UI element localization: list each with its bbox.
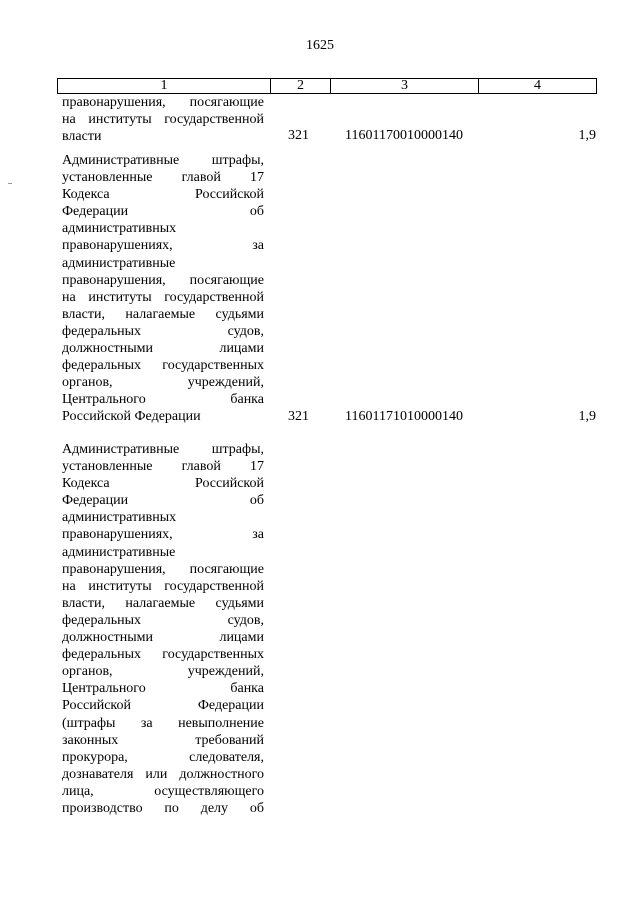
description-line: на институты государственной: [62, 289, 264, 305]
row-description: [62, 441, 264, 817]
description-line: Административные штрафы,: [62, 442, 264, 457]
description-line: федеральных судов,: [62, 323, 264, 339]
description-line: органов, учреждений,: [62, 664, 264, 680]
description-line: Федерации об: [62, 493, 264, 509]
description-line: Кодекса Российской: [62, 187, 264, 203]
description-line: установленные главой 17: [62, 459, 264, 475]
description-line: федеральных судов,: [62, 612, 264, 628]
description-line: административных: [62, 510, 177, 526]
row-kbk: 11601171010000140: [345, 408, 463, 424]
description-line: правонарушениях, за: [62, 238, 264, 254]
row-value: 1,9: [578, 128, 596, 144]
description-line: правонарушения, посягающие: [62, 272, 264, 288]
description-line: органов, учреждений,: [62, 375, 264, 391]
description-line: федеральных государственных: [62, 647, 264, 663]
row-code: 321: [288, 408, 309, 424]
description-line: правонарушениях, за: [62, 527, 264, 543]
description-line: власти, налагаемые судьями: [62, 306, 264, 322]
description-line: Кодекса Российской: [62, 476, 264, 492]
description-line: Административные штрафы,: [62, 153, 264, 168]
description-line: прокурора, следователя,: [62, 749, 264, 765]
description-line: Российской Федерации: [62, 409, 201, 425]
header-col-3: 3: [330, 79, 478, 93]
description-line: установленные главой 17: [62, 170, 264, 186]
description-line: федеральных государственных: [62, 358, 264, 374]
description-line: правонарушения, посягающие: [62, 561, 264, 577]
description-line: законных требований: [62, 732, 264, 748]
description-line: административные: [62, 544, 176, 560]
row-description: [62, 94, 264, 145]
description-line: должностными лицами: [62, 630, 264, 646]
description-line: Центрального банка: [62, 392, 264, 408]
description-line: лица, осуществляющего: [62, 783, 264, 799]
description-line: на институты государственной: [62, 112, 264, 128]
margin-mark: [8, 183, 12, 184]
row-code: 321: [288, 128, 309, 144]
table-header: [57, 78, 597, 94]
page-number: 1625: [306, 38, 334, 53]
description-line: правонарушения, посягающие: [62, 95, 264, 110]
description-line: Центрального банка: [62, 681, 264, 697]
description-line: административных: [62, 221, 177, 237]
row-kbk: 11601170010000140: [345, 128, 463, 144]
header-col-2: 2: [270, 79, 330, 93]
description-line: (штрафы за невыполнение: [62, 715, 264, 731]
description-line: власти: [62, 129, 102, 145]
description-line: власти, налагаемые судьями: [62, 595, 264, 611]
description-line: производство по делу об: [62, 800, 264, 816]
description-line: Федерации об: [62, 204, 264, 220]
row-description: [62, 152, 264, 426]
description-line: административные: [62, 255, 176, 271]
header-col-1: 1: [160, 78, 168, 93]
description-line: на институты государственной: [62, 578, 264, 594]
description-line: Российской Федерации: [62, 698, 264, 714]
description-line: должностными лицами: [62, 341, 264, 357]
header-col-4: 4: [478, 79, 596, 93]
row-value: 1,9: [578, 408, 596, 424]
description-line: дознавателя или должностного: [62, 766, 264, 782]
